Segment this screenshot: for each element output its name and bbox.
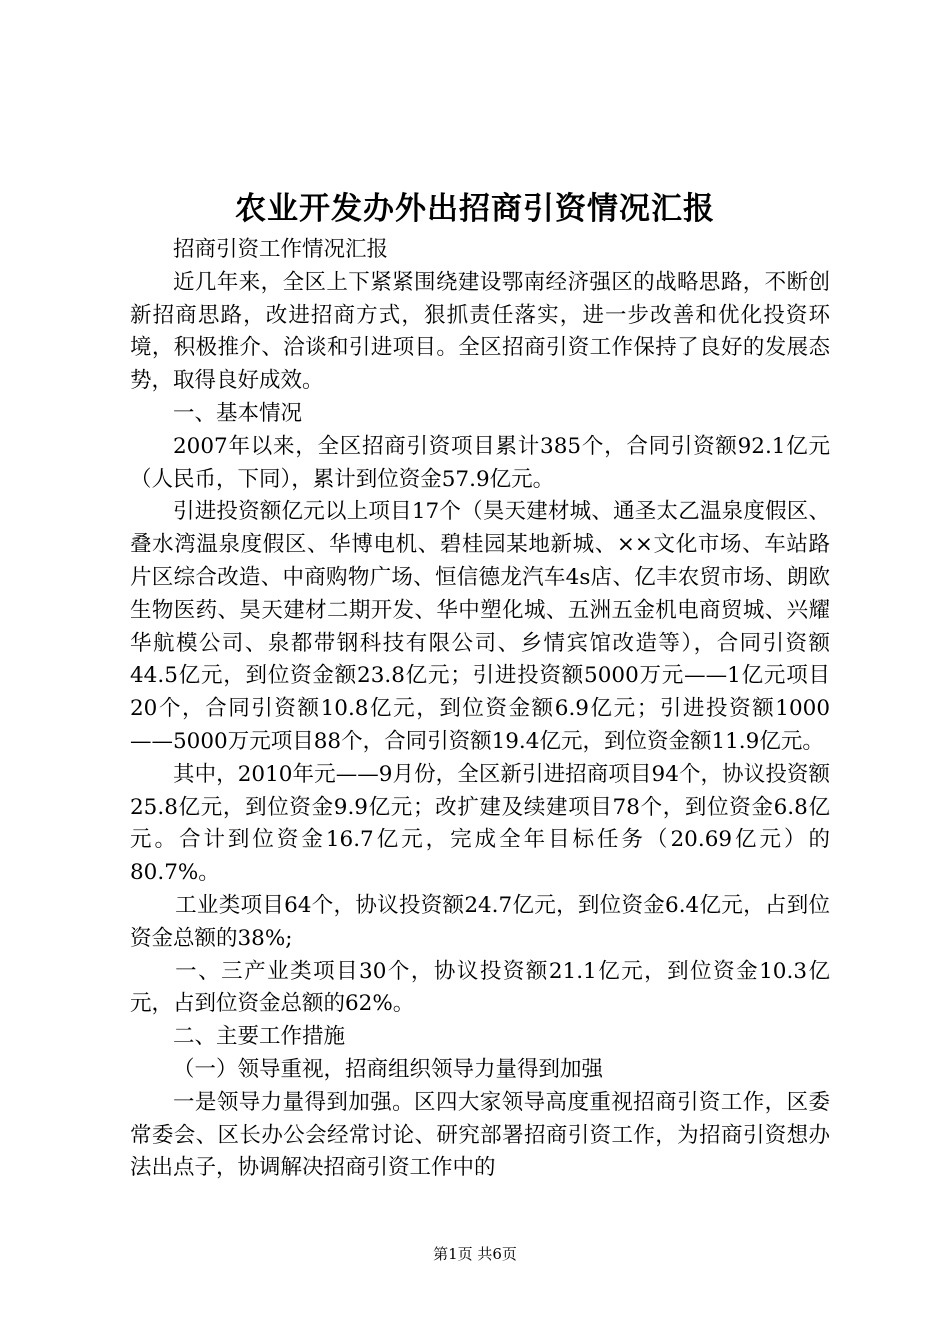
paragraph-intro: 近几年来，全区上下紧紧围绕建设鄂南经济强区的战略思路，不断创新招商思路，改进招商方式，狠抓责任落实，进一步改善和优化投资环境，积极推介、洽谈和引进项目。全区招商引资工作保持了良好的发展态势，取得良好成效。 xyxy=(130,269,830,394)
paragraph-industrial: 工业类项目64个，协议投资额24.7亿元，到位资金6.4亿元，占到位资金总额的38%; xyxy=(130,892,830,951)
paragraph-subtitle: 招商引资工作情况汇报 xyxy=(173,237,389,262)
paragraph-tertiary: 一、三产业类项目30个，协议投资额21.1亿元，到位资金10.3亿元，占到位资金总额的62%。 xyxy=(130,958,830,1017)
paragraph-2010: 其中，2010年元——9月份，全区新引进招商项目94个，协议投资额25.8亿元，到位资金9.9亿元；改扩建及续建项目78个，到位资金6.8亿元。合计到位资金16.7亿元，完成全年目标任务（20.69亿元）的80.7%。 xyxy=(130,761,830,886)
paragraph-projects: 引进投资额亿元以上项目17个（昊天建材城、通圣太乙温泉度假区、叠水湾温泉度假区、华博电机、碧桂园某地新城、××文化市场、车站路片区综合改造、中商购物广场、恒信德龙汽车4s店、亿丰农贸市场、朗欧生物医药、昊天建材二期开发、华中塑化城、五洲五金机电商贸城、兴耀华航模公司、泉都带钢科技有限公司、乡情宾馆改造等），合同引资额44.5亿元，到位资金额23.8亿元；引进投资额5000万元——1亿元项目20个，合同引资额10.8亿元，到位资金额6.9亿元；引进投资额1000——5000万元项目88个，合同引资额19.4亿元，到位资金额11.9亿元。 xyxy=(130,499,830,754)
document-title: 农业开发办外出招商引资情况汇报 xyxy=(235,191,715,227)
paragraph-totals: 2007年以来，全区招商引资项目累计385个，合同引资额92.1亿元（人民币，下同），累计到位资金57.9亿元。 xyxy=(130,433,830,492)
paragraph-leadership: 一是领导力量得到加强。区四大家领导高度重视招商引资工作，区委常委会、区长办公会经常讨论、研究部署招商引资工作，为招商引资想办法出点子，协调解决招商引资工作中的 xyxy=(130,1089,830,1181)
document-body xyxy=(130,234,830,1185)
page-footer: 第1页 共6页 xyxy=(433,1245,517,1263)
section-heading-measures: 二、主要工作措施 xyxy=(173,1024,346,1050)
subsection-heading-leadership: （一）领导重视，招商组织领导力量得到加强 xyxy=(173,1056,604,1082)
section-heading-basic: 一、基本情况 xyxy=(173,400,303,426)
